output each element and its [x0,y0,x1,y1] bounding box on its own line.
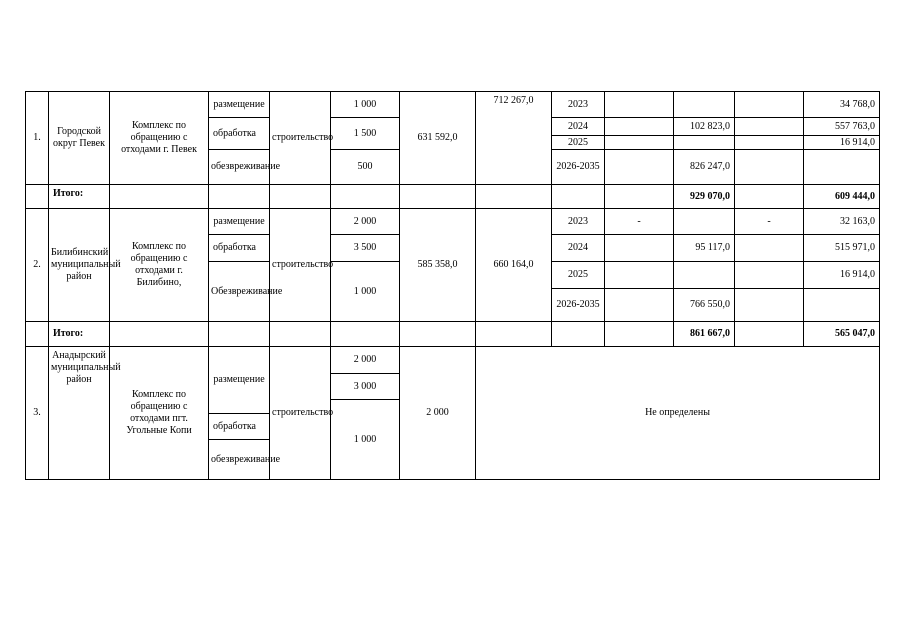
value-cell [605,92,674,118]
value-cell [674,92,735,118]
purpose-cell: обработка [209,235,270,262]
year-cell: 2025 [552,136,605,150]
capacity-cell: 1 500 [331,118,400,150]
value-cell [605,262,674,289]
value-cell [674,136,735,150]
year-cell: 2024 [552,235,605,262]
value-cell: 34 768,0 [804,92,880,118]
value-cell [804,150,880,185]
purpose-cell: обработка [209,118,270,150]
cost-b-cell: 660 164,0 [476,209,552,322]
territory-cell: Билибинский муниципальный район [49,209,110,322]
total-value: 609 444,0 [804,185,880,209]
object-cell: Комплекс по обращению с отходами г. Билибино, [110,209,209,322]
value-cell [735,118,804,136]
territory-cell: Анадырский муниципальный район [49,347,110,480]
value-cell: 515 971,0 [804,235,880,262]
value-cell: 32 163,0 [804,209,880,235]
total-value: 861 667,0 [674,322,735,347]
value-cell [674,209,735,235]
cost-a-cell: 631 592,0 [400,92,476,185]
undefined-cell: Не определены [476,347,880,480]
total-row [26,322,880,347]
year-cell: 2024 [552,118,605,136]
waste-facilities-table [25,91,880,480]
purpose-cell: размещение [209,92,270,118]
value-cell [605,235,674,262]
year-cell: 2023 [552,209,605,235]
value-cell: 95 117,0 [674,235,735,262]
value-cell [735,150,804,185]
purpose-cell: обработка [209,414,270,440]
value-cell: 16 914,0 [804,262,880,289]
year-cell: 2025 [552,262,605,289]
total-label: Итого: [49,322,110,347]
capacity-cell: 500 [331,150,400,185]
capacity-cell: 2 000 [331,347,400,374]
purpose-cell: размещение [209,347,270,414]
object-cell: Комплекс по обращению с отходами г. Певек [110,92,209,185]
capacity-cell: 1 000 [331,400,400,480]
value-cell [605,118,674,136]
year-cell: 2026-2035 [552,289,605,322]
table-row [26,92,880,118]
table-row [26,347,880,374]
value-cell: 826 247,0 [674,150,735,185]
row-number: 1. [26,92,49,185]
capacity-cell: 2 000 [331,209,400,235]
total-label: Итого: [49,185,110,209]
value-cell [605,136,674,150]
total-value: 565 047,0 [804,322,880,347]
purpose-cell: обезвреживание [209,150,270,185]
value-cell [605,150,674,185]
value-cell: - [735,209,804,235]
capacity-cell: 1 000 [331,92,400,118]
year-cell: 2023 [552,92,605,118]
total-row [26,185,880,209]
value-cell [735,136,804,150]
value-cell [735,92,804,118]
capacity-cell: 3 500 [331,235,400,262]
value-cell [605,289,674,322]
work-type-cell: строительство [270,209,331,322]
purpose-cell: Обезвреживание [209,262,270,322]
value-cell: 557 763,0 [804,118,880,136]
capacity-cell: 1 000 [331,262,400,322]
value-cell [735,289,804,322]
value-cell: - [605,209,674,235]
work-type-cell: строительство [270,92,331,185]
value-cell: 16 914,0 [804,136,880,150]
value-cell: 766 550,0 [674,289,735,322]
capacity-cell: 3 000 [331,374,400,400]
cost-a-cell: 2 000 [400,347,476,480]
row-number: 3. [26,347,49,480]
purpose-cell: размещение [209,209,270,235]
purpose-cell: обезвреживание [209,440,270,480]
territory-cell: Городской округ Певек [49,92,110,185]
row-number: 2. [26,209,49,322]
year-cell: 2026-2035 [552,150,605,185]
table-row [26,209,880,235]
total-value: 929 070,0 [674,185,735,209]
work-type-cell: строительство [270,347,331,480]
value-cell: 102 823,0 [674,118,735,136]
object-cell: Комплекс по обращению с отходами пгт. Угольные Копи [110,347,209,480]
value-cell [804,289,880,322]
value-cell [674,262,735,289]
value-cell [735,262,804,289]
value-cell [735,235,804,262]
cost-a-cell: 585 358,0 [400,209,476,322]
cost-b-cell: 712 267,0 [476,92,552,185]
